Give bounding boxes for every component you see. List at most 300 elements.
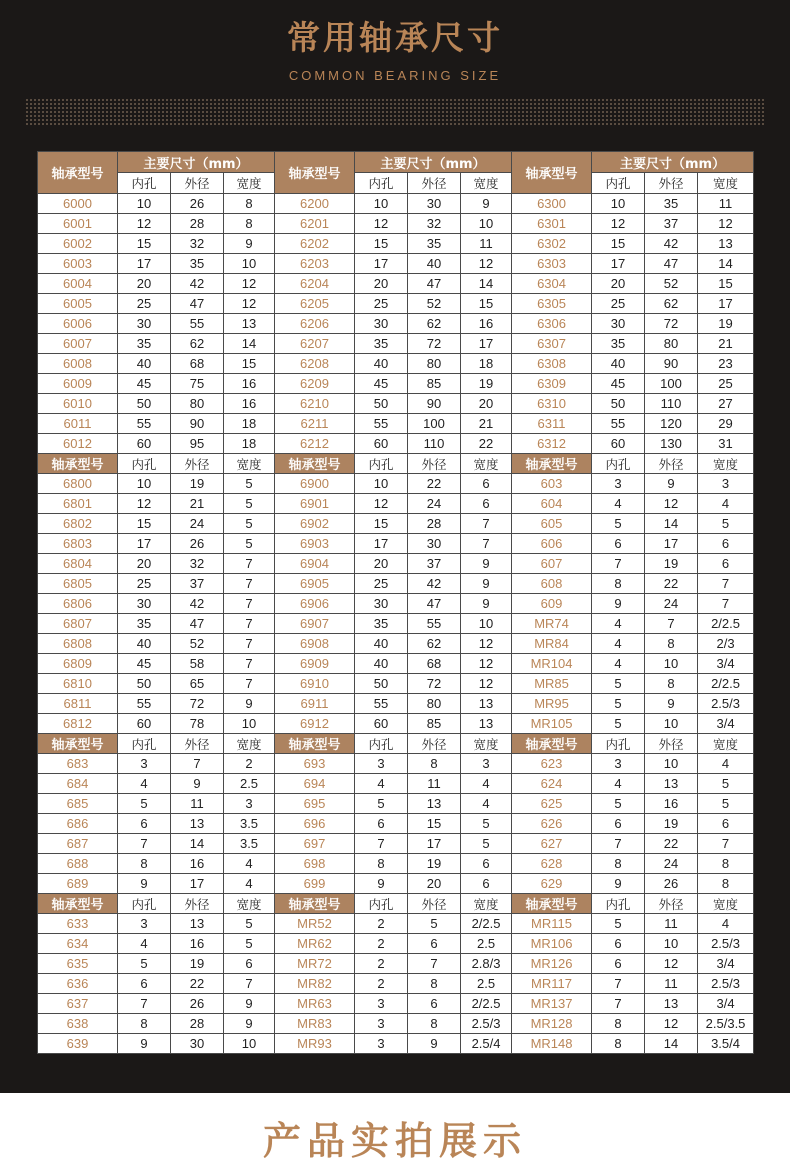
width-cell: 5 [224,514,275,534]
outer-diameter-cell: 16 [171,934,224,954]
model-header-cell: 轴承型号 [275,454,355,474]
inner-diameter-cell: 7 [355,834,408,854]
outer-diameter-cell: 9 [645,694,698,714]
bearing-model-cell: 6310 [512,394,592,414]
inner-diameter-cell: 20 [118,274,171,294]
width-cell: 12 [461,654,512,674]
outer-diameter-cell: 13 [171,814,224,834]
outer-diameter-cell: 52 [408,294,461,314]
inner-diameter-header: 内孔 [592,894,645,914]
width-cell: 17 [461,334,512,354]
outer-diameter-cell: 85 [408,374,461,394]
outer-diameter-cell: 22 [645,574,698,594]
table-row [38,854,754,874]
width-cell: 2/3 [698,634,754,654]
outer-diameter-cell: 32 [408,214,461,234]
width-cell: 14 [224,334,275,354]
table-row [38,534,754,554]
outer-diameter-cell: 11 [645,914,698,934]
inner-diameter-cell: 30 [592,314,645,334]
width-cell: 2/2.5 [461,994,512,1014]
bearing-model-cell: 684 [38,774,118,794]
bearing-model-cell: MR104 [512,654,592,674]
width-cell: 8 [698,874,754,894]
width-header: 宽度 [224,734,275,754]
outer-diameter-cell: 42 [408,574,461,594]
bearing-model-cell: 6305 [512,294,592,314]
inner-diameter-cell: 7 [592,974,645,994]
outer-diameter-cell: 35 [408,234,461,254]
width-cell: 4 [698,754,754,774]
outer-diameter-cell: 90 [645,354,698,374]
table-row [38,754,754,774]
inner-diameter-cell: 8 [592,574,645,594]
width-cell: 7 [224,574,275,594]
outer-diameter-cell: 10 [645,654,698,674]
outer-diameter-cell: 21 [171,494,224,514]
model-header-cell: 轴承型号 [38,734,118,754]
outer-diameter-cell: 22 [171,974,224,994]
inner-diameter-header: 内孔 [118,454,171,474]
outer-diameter-cell: 26 [171,534,224,554]
inner-diameter-cell: 9 [118,874,171,894]
width-cell: 10 [461,214,512,234]
outer-diameter-cell: 14 [645,514,698,534]
outer-diameter-cell: 17 [408,834,461,854]
width-cell: 3.5 [224,834,275,854]
width-cell: 2/2.5 [698,674,754,694]
bearing-model-cell: 608 [512,574,592,594]
width-cell: 10 [224,1034,275,1054]
inner-diameter-cell: 10 [355,194,408,214]
bearing-model-cell: 605 [512,514,592,534]
table-row [38,774,754,794]
outer-diameter-cell: 13 [645,774,698,794]
bearing-model-cell: 697 [275,834,355,854]
bearing-model-cell: 6201 [275,214,355,234]
width-cell: 5 [461,834,512,854]
width-cell: 9 [224,1014,275,1034]
width-cell: 17 [698,294,754,314]
inner-diameter-cell: 8 [592,1034,645,1054]
width-cell: 8 [224,194,275,214]
outer-diameter-cell: 11 [645,974,698,994]
inner-diameter-header: 内孔 [355,454,408,474]
bearing-model-cell: 6003 [38,254,118,274]
outer-diameter-cell: 42 [171,274,224,294]
outer-diameter-cell: 7 [408,954,461,974]
outer-diameter-cell: 10 [645,714,698,734]
bearing-model-cell: 6802 [38,514,118,534]
inner-diameter-cell: 4 [592,774,645,794]
inner-diameter-cell: 4 [118,774,171,794]
table-row [38,494,754,514]
outer-diameter-cell: 8 [408,1014,461,1034]
inner-diameter-cell: 9 [118,1034,171,1054]
inner-diameter-cell: 10 [592,194,645,214]
width-cell: 12 [224,274,275,294]
inner-diameter-cell: 50 [592,394,645,414]
outer-diameter-cell: 13 [408,794,461,814]
bearing-model-cell: MR105 [512,714,592,734]
inner-diameter-cell: 30 [355,314,408,334]
table-row [38,1014,754,1034]
outer-diameter-cell: 13 [171,914,224,934]
bearing-model-cell: 6205 [275,294,355,314]
width-cell: 4 [224,874,275,894]
table-row [38,194,754,214]
bearing-model-cell: 6010 [38,394,118,414]
table-row [38,314,754,334]
width-cell: 3/4 [698,994,754,1014]
outer-diameter-cell: 30 [408,534,461,554]
outer-diameter-cell: 47 [645,254,698,274]
bearing-model-cell: 6805 [38,574,118,594]
width-cell: 4 [698,914,754,934]
outer-diameter-cell: 24 [171,514,224,534]
width-cell: 4 [224,854,275,874]
width-cell: 7 [461,514,512,534]
outer-diameter-cell: 19 [171,954,224,974]
inner-diameter-cell: 4 [592,654,645,674]
inner-diameter-cell: 25 [355,574,408,594]
bearing-model-cell: 6900 [275,474,355,494]
inner-diameter-cell: 4 [592,614,645,634]
inner-diameter-cell: 25 [118,294,171,314]
inner-diameter-cell: 9 [592,874,645,894]
width-header: 宽度 [698,894,754,914]
inner-diameter-cell: 40 [355,634,408,654]
width-cell: 6 [461,494,512,514]
bearing-model-cell: 6203 [275,254,355,274]
bearing-model-cell: 698 [275,854,355,874]
bearing-model-cell: 6000 [38,194,118,214]
bearing-model-cell: 6002 [38,234,118,254]
outer-diameter-cell: 47 [408,594,461,614]
width-cell: 9 [461,574,512,594]
bearing-model-cell: 6301 [512,214,592,234]
outer-diameter-cell: 14 [171,834,224,854]
outer-diameter-cell: 35 [171,254,224,274]
width-cell: 20 [461,394,512,414]
width-cell: 9 [224,994,275,1014]
table-row [38,554,754,574]
width-cell: 2 [224,754,275,774]
outer-diameter-cell: 58 [171,654,224,674]
table-row [38,674,754,694]
table-row [38,994,754,1014]
width-cell: 5 [698,794,754,814]
inner-diameter-cell: 10 [118,194,171,214]
bearing-model-cell: 624 [512,774,592,794]
bearing-model-cell: 6011 [38,414,118,434]
outer-diameter-header: 外径 [171,173,224,194]
outer-diameter-cell: 6 [408,994,461,1014]
bearing-model-cell: 637 [38,994,118,1014]
bearing-model-cell: 6207 [275,334,355,354]
width-cell: 4 [461,794,512,814]
width-cell: 3 [224,794,275,814]
inner-diameter-cell: 5 [592,514,645,534]
bearing-model-cell: 693 [275,754,355,774]
bearing-model-cell: 6909 [275,654,355,674]
width-cell: 7 [224,614,275,634]
section-header-row [38,454,754,474]
bearing-model-cell: 6001 [38,214,118,234]
bearing-model-cell: 6903 [275,534,355,554]
bearing-model-cell: MR117 [512,974,592,994]
product-photos-title: 产品实拍展示 [262,1119,527,1163]
inner-diameter-cell: 55 [592,414,645,434]
model-header-cell: 轴承型号 [275,152,355,194]
inner-diameter-cell: 3 [355,1014,408,1034]
width-cell: 8 [224,214,275,234]
inner-diameter-cell: 10 [355,474,408,494]
table-row [38,294,754,314]
inner-diameter-cell: 12 [118,494,171,514]
width-cell: 11 [461,234,512,254]
bearing-model-cell: 639 [38,1034,118,1054]
width-header: 宽度 [461,173,512,194]
inner-diameter-cell: 7 [592,554,645,574]
bearing-model-cell: 626 [512,814,592,834]
outer-diameter-cell: 90 [408,394,461,414]
bearing-model-cell: 6809 [38,654,118,674]
inner-diameter-cell: 35 [118,334,171,354]
inner-diameter-cell: 50 [355,674,408,694]
outer-diameter-cell: 80 [645,334,698,354]
bearing-model-cell: 696 [275,814,355,834]
model-header-cell: 轴承型号 [38,152,118,194]
bearing-model-cell: 6905 [275,574,355,594]
outer-diameter-cell: 72 [408,674,461,694]
width-cell: 23 [698,354,754,374]
outer-diameter-cell: 68 [171,354,224,374]
bearing-model-cell: 6912 [275,714,355,734]
width-cell: 2.5/3 [461,1014,512,1034]
outer-diameter-cell: 47 [171,294,224,314]
width-cell: 11 [698,194,754,214]
inner-diameter-cell: 3 [355,994,408,1014]
inner-diameter-header: 内孔 [592,454,645,474]
bearing-model-cell: 6008 [38,354,118,374]
inner-diameter-cell: 5 [592,674,645,694]
inner-diameter-cell: 8 [118,1014,171,1034]
bearing-model-cell: 609 [512,594,592,614]
inner-diameter-cell: 5 [592,794,645,814]
width-cell: 13 [698,234,754,254]
width-cell: 2.5/3.5 [698,1014,754,1034]
width-cell: 3.5 [224,814,275,834]
outer-diameter-cell: 78 [171,714,224,734]
inner-diameter-cell: 60 [355,434,408,454]
width-header: 宽度 [461,454,512,474]
inner-diameter-cell: 8 [355,854,408,874]
width-cell: 9 [461,194,512,214]
bearing-model-cell: MR106 [512,934,592,954]
width-cell: 10 [224,714,275,734]
outer-diameter-cell: 47 [171,614,224,634]
bearing-model-cell: 6801 [38,494,118,514]
bearing-model-cell: 6303 [512,254,592,274]
width-cell: 2.5/3 [698,934,754,954]
width-header: 宽度 [224,894,275,914]
width-cell: 4 [698,494,754,514]
outer-diameter-header: 外径 [408,454,461,474]
outer-diameter-cell: 12 [645,494,698,514]
bearing-model-cell: MR84 [512,634,592,654]
table-row [38,254,754,274]
outer-diameter-cell: 12 [645,954,698,974]
bearing-model-cell: 6307 [512,334,592,354]
table-row [38,934,754,954]
outer-diameter-cell: 35 [645,194,698,214]
width-cell: 7 [224,554,275,574]
outer-diameter-cell: 37 [408,554,461,574]
width-cell: 12 [461,674,512,694]
model-header-cell: 轴承型号 [275,734,355,754]
outer-diameter-cell: 24 [645,854,698,874]
outer-diameter-cell: 13 [645,994,698,1014]
outer-diameter-cell: 24 [408,494,461,514]
section-header-row [38,734,754,754]
inner-diameter-cell: 4 [592,634,645,654]
bearing-model-cell: MR82 [275,974,355,994]
inner-diameter-cell: 25 [355,294,408,314]
width-cell: 7 [698,574,754,594]
page-title: 常用轴承尺寸 [287,18,503,57]
outer-diameter-header: 外径 [408,173,461,194]
width-cell: 4 [461,774,512,794]
bearing-model-cell: 6810 [38,674,118,694]
bearing-model-cell: MR115 [512,914,592,934]
width-cell: 5 [224,474,275,494]
width-cell: 3/4 [698,714,754,734]
inner-diameter-cell: 55 [355,414,408,434]
bearing-model-cell: MR95 [512,694,592,714]
width-header: 宽度 [698,173,754,194]
model-header-cell: 轴承型号 [512,734,592,754]
section-header-row [38,894,754,914]
bearing-model-cell: 634 [38,934,118,954]
inner-diameter-cell: 5 [592,694,645,714]
bearing-model-cell: 6309 [512,374,592,394]
outer-diameter-cell: 62 [171,334,224,354]
outer-diameter-cell: 130 [645,434,698,454]
width-cell: 5 [698,514,754,534]
inner-diameter-cell: 17 [592,254,645,274]
outer-diameter-cell: 32 [171,554,224,574]
table-row [38,834,754,854]
outer-diameter-cell: 17 [171,874,224,894]
outer-diameter-cell: 22 [408,474,461,494]
outer-diameter-cell: 28 [171,214,224,234]
bearing-model-cell: 685 [38,794,118,814]
inner-diameter-cell: 7 [118,994,171,1014]
inner-diameter-cell: 50 [118,674,171,694]
outer-diameter-cell: 15 [408,814,461,834]
outer-diameter-cell: 65 [171,674,224,694]
bearing-model-cell: MR93 [275,1034,355,1054]
table-row [38,394,754,414]
inner-diameter-cell: 15 [118,234,171,254]
inner-diameter-cell: 60 [355,714,408,734]
outer-diameter-cell: 26 [171,194,224,214]
width-cell: 3/4 [698,654,754,674]
width-cell: 31 [698,434,754,454]
outer-diameter-cell: 26 [645,874,698,894]
inner-diameter-cell: 5 [592,914,645,934]
width-cell: 15 [698,274,754,294]
bearing-model-cell: 683 [38,754,118,774]
outer-diameter-cell: 55 [171,314,224,334]
outer-diameter-cell: 80 [408,694,461,714]
inner-diameter-cell: 6 [355,814,408,834]
outer-diameter-header: 外径 [171,734,224,754]
inner-diameter-cell: 6 [118,974,171,994]
bearing-model-cell: MR74 [512,614,592,634]
bearing-model-cell: 607 [512,554,592,574]
outer-diameter-cell: 52 [171,634,224,654]
bearing-model-cell: 636 [38,974,118,994]
outer-diameter-cell: 85 [408,714,461,734]
outer-diameter-cell: 100 [408,414,461,434]
outer-diameter-header: 外径 [645,173,698,194]
inner-diameter-cell: 6 [118,814,171,834]
table-row [38,594,754,614]
inner-diameter-cell: 3 [118,914,171,934]
bearing-model-cell: 6211 [275,414,355,434]
bearing-model-cell: 6808 [38,634,118,654]
inner-diameter-header: 内孔 [592,173,645,194]
bearing-model-cell: 6200 [275,194,355,214]
table-row [38,414,754,434]
inner-diameter-cell: 25 [118,574,171,594]
inner-diameter-cell: 5 [592,714,645,734]
bearing-model-cell: 6908 [275,634,355,654]
width-cell: 8 [698,854,754,874]
inner-diameter-cell: 4 [355,774,408,794]
outer-diameter-cell: 11 [408,774,461,794]
bearing-model-cell: 6800 [38,474,118,494]
inner-diameter-cell: 17 [355,534,408,554]
inner-diameter-cell: 45 [355,374,408,394]
width-cell: 18 [461,354,512,374]
outer-diameter-cell: 32 [171,234,224,254]
table-row [38,574,754,594]
width-header: 宽度 [461,894,512,914]
table-row [38,974,754,994]
width-cell: 7 [224,594,275,614]
outer-diameter-cell: 8 [645,674,698,694]
bearing-model-cell: MR85 [512,674,592,694]
inner-diameter-cell: 7 [592,834,645,854]
model-header-cell: 轴承型号 [512,152,592,194]
table-row [38,874,754,894]
outer-diameter-cell: 37 [171,574,224,594]
table-row [38,1034,754,1054]
width-cell: 3 [461,754,512,774]
width-cell: 6 [698,534,754,554]
bearing-model-cell: 686 [38,814,118,834]
inner-diameter-cell: 20 [118,554,171,574]
outer-diameter-cell: 20 [408,874,461,894]
inner-diameter-cell: 17 [355,254,408,274]
width-cell: 16 [224,394,275,414]
inner-diameter-cell: 45 [118,654,171,674]
width-cell: 21 [461,414,512,434]
table-row [38,214,754,234]
